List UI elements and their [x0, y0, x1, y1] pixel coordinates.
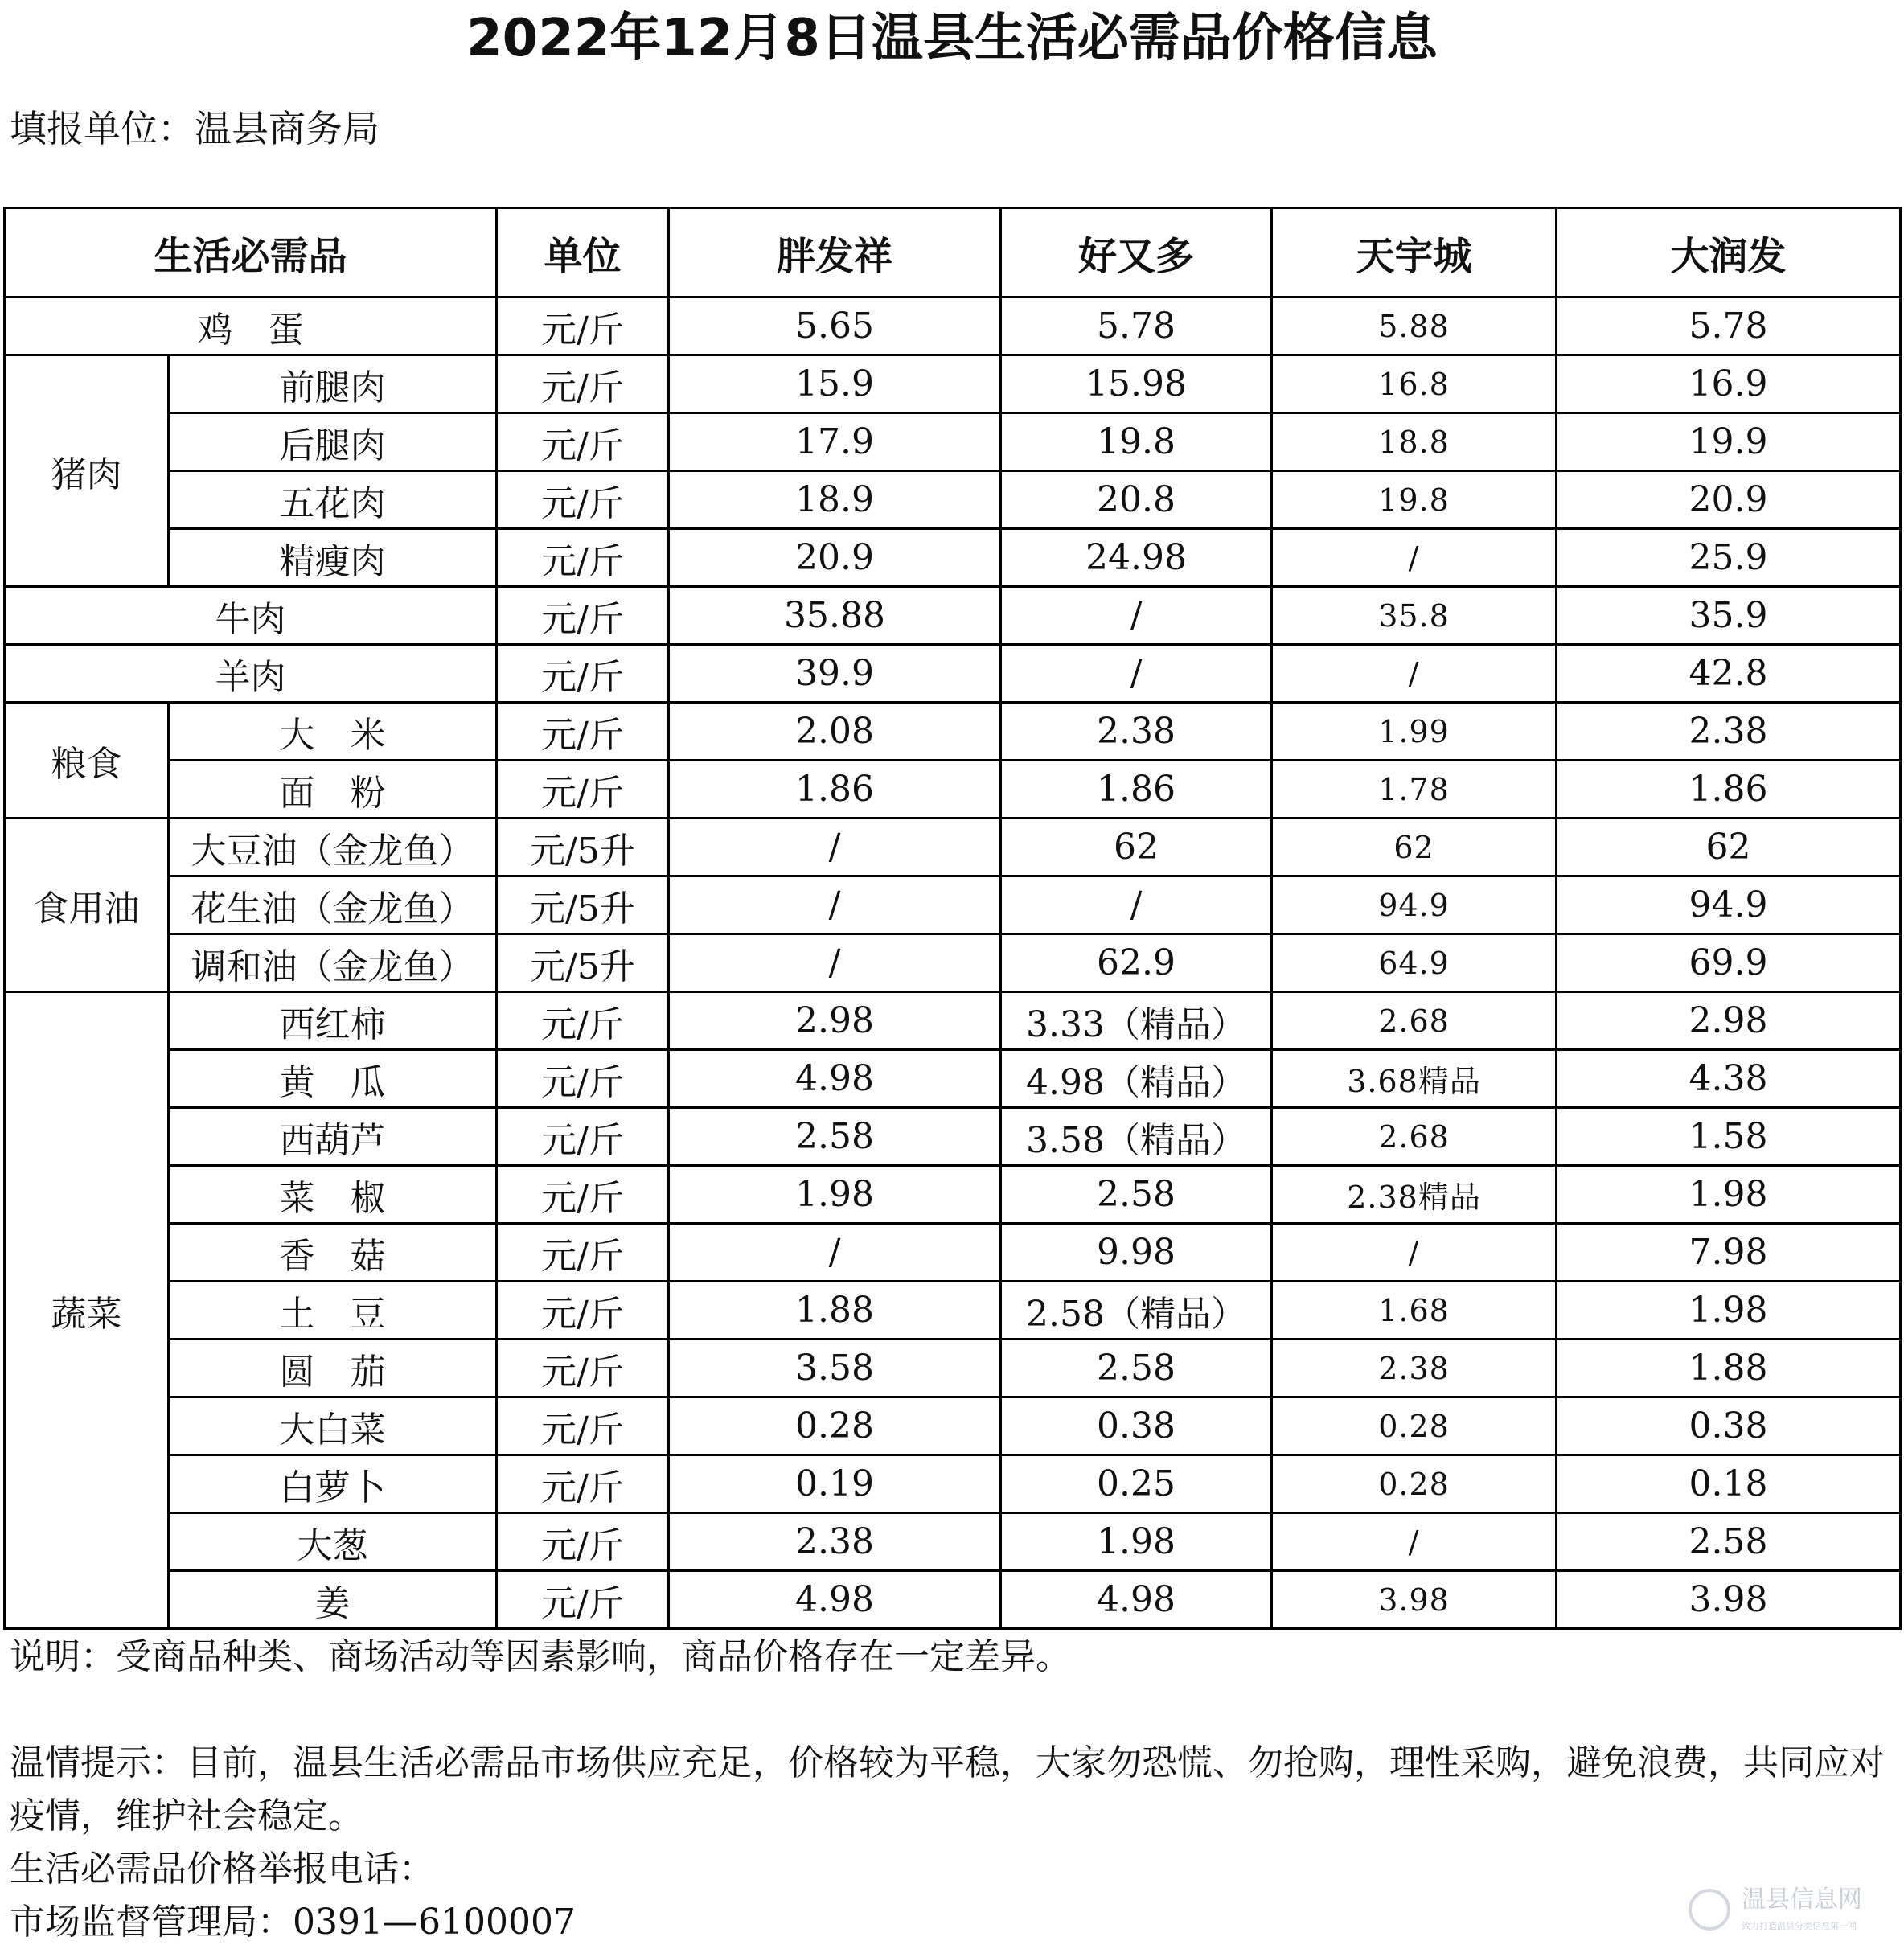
price-cell: 5.78 — [1001, 297, 1272, 355]
header-store-tianyucheng: 天宇城 — [1272, 208, 1557, 297]
price-cell: 2.58（精品） — [1001, 1282, 1272, 1340]
price-cell: / — [1272, 529, 1557, 587]
table-row — [5, 1050, 1901, 1108]
price-cell: 3.58（精品） — [1001, 1108, 1272, 1166]
price-cell: 2.38 — [1557, 703, 1901, 761]
header-store-pangfaxiang: 胖发祥 — [669, 208, 1001, 297]
table-row — [5, 761, 1901, 819]
item-name: 香 菇 — [169, 1224, 497, 1282]
item-unit: 元/斤 — [497, 1166, 669, 1224]
table-row — [5, 1108, 1901, 1166]
header-row — [5, 208, 1901, 297]
price-cell: 0.28 — [669, 1397, 1001, 1455]
item-name: 大白菜 — [169, 1397, 497, 1455]
note-tip: 温情提示：目前，温县生活必需品市场供应充足，价格较为平稳，大家勿恐慌、勿抢购，理性采购，避免浪费，共同应对疫情，维护社会稳定。 — [10, 1742, 1885, 1836]
item-unit: 元/斤 — [497, 1050, 669, 1108]
price-cell: 0.25 — [1001, 1455, 1272, 1513]
price-cell: 1.98 — [1001, 1513, 1272, 1571]
price-cell: 39.9 — [669, 645, 1001, 703]
table-row — [5, 819, 1901, 876]
price-cell: / — [669, 934, 1001, 992]
price-table — [3, 207, 1902, 1630]
category-cell: 蔬菜 — [5, 992, 169, 1629]
table-row — [5, 934, 1901, 992]
page-title: 2022年12月8日温县生活必需品价格信息 — [466, 9, 1438, 68]
price-cell: 35.9 — [1557, 587, 1901, 645]
price-cell: 19.8 — [1272, 471, 1557, 529]
price-cell: 2.58 — [1001, 1166, 1272, 1224]
price-cell: 20.8 — [1001, 471, 1272, 529]
header-item: 生活必需品 — [5, 208, 497, 297]
price-cell: 0.38 — [1557, 1397, 1901, 1455]
price-cell: 2.38精品 — [1272, 1166, 1557, 1224]
price-cell: 35.88 — [669, 587, 1001, 645]
table-row — [5, 471, 1901, 529]
item-unit: 元/斤 — [497, 1224, 669, 1282]
item-name: 羊肉 — [5, 645, 497, 703]
price-cell: 2.58 — [669, 1108, 1001, 1166]
price-cell: 1.78 — [1272, 761, 1557, 819]
item-name: 大葱 — [169, 1513, 497, 1571]
price-cell: 35.8 — [1272, 587, 1557, 645]
price-cell: 20.9 — [669, 529, 1001, 587]
price-cell: 15.98 — [1001, 355, 1272, 413]
watermark-name: 温县信息网 — [1742, 1885, 1862, 1914]
table-row — [5, 355, 1901, 413]
header-unit: 单位 — [497, 208, 669, 297]
price-cell: / — [1001, 645, 1272, 703]
item-name: 面 粉 — [169, 761, 497, 819]
price-cell: 4.98（精品） — [1001, 1050, 1272, 1108]
price-cell: 1.98 — [1557, 1166, 1901, 1224]
price-cell: 16.9 — [1557, 355, 1901, 413]
price-cell: 2.98 — [1557, 992, 1901, 1050]
price-cell: 9.98 — [1001, 1224, 1272, 1282]
watermark-slogan: 致力打造温县分类信息第一网 — [1742, 1921, 1857, 1931]
price-cell: 18.9 — [669, 471, 1001, 529]
price-cell: 94.9 — [1557, 876, 1901, 934]
item-unit: 元/斤 — [497, 1455, 669, 1513]
item-unit: 元/斤 — [497, 355, 669, 413]
item-name: 姜 — [169, 1571, 497, 1629]
table-row — [5, 1571, 1901, 1629]
price-cell: 1.68 — [1272, 1282, 1557, 1340]
table-row — [5, 1513, 1901, 1571]
price-cell: 2.58 — [1001, 1340, 1272, 1397]
table-row — [5, 1455, 1901, 1513]
note-phone: 市场监督管理局：0391—6100007 — [10, 1902, 576, 1943]
note-phone-label: 生活必需品价格举报电话： — [10, 1848, 434, 1890]
item-unit: 元/5升 — [497, 934, 669, 992]
price-cell: 2.68 — [1272, 992, 1557, 1050]
price-cell: 25.9 — [1557, 529, 1901, 587]
price-cell: 42.8 — [1557, 645, 1901, 703]
table-row — [5, 1282, 1901, 1340]
item-name: 白萝卜 — [169, 1455, 497, 1513]
price-cell: 16.8 — [1272, 355, 1557, 413]
price-cell: / — [669, 819, 1001, 876]
item-name: 五花肉 — [169, 471, 497, 529]
price-cell: 2.08 — [669, 703, 1001, 761]
price-cell: 0.38 — [1001, 1397, 1272, 1455]
note-description: 说明：受商品种类、商场活动等因素影响，商品价格存在一定差异。 — [10, 1636, 1071, 1677]
price-cell: 18.8 — [1272, 413, 1557, 471]
table-row — [5, 413, 1901, 471]
price-cell: 62 — [1272, 819, 1557, 876]
price-cell: 0.18 — [1557, 1455, 1901, 1513]
item-unit: 元/斤 — [497, 1340, 669, 1397]
table-row — [5, 703, 1901, 761]
price-cell: 17.9 — [669, 413, 1001, 471]
item-unit: 元/斤 — [497, 1282, 669, 1340]
price-cell: 2.38 — [1272, 1340, 1557, 1397]
item-name: 圆 茄 — [169, 1340, 497, 1397]
item-unit: 元/斤 — [497, 645, 669, 703]
item-unit: 元/斤 — [497, 992, 669, 1050]
price-cell: 1.58 — [1557, 1108, 1901, 1166]
table-row — [5, 992, 1901, 1050]
price-cell: 5.88 — [1272, 297, 1557, 355]
item-unit: 元/斤 — [497, 413, 669, 471]
price-cell: 3.98 — [1272, 1571, 1557, 1629]
header-store-darunfa: 大润发 — [1557, 208, 1901, 297]
item-name: 黄 瓜 — [169, 1050, 497, 1108]
price-cell: 4.98 — [1001, 1571, 1272, 1629]
price-cell: 1.86 — [669, 761, 1001, 819]
item-name: 鸡 蛋 — [5, 297, 497, 355]
price-cell: 3.68精品 — [1272, 1050, 1557, 1108]
table-row — [5, 529, 1901, 587]
item-unit: 元/斤 — [497, 1108, 669, 1166]
item-name: 前腿肉 — [169, 355, 497, 413]
price-cell: 19.8 — [1001, 413, 1272, 471]
price-cell: 4.98 — [669, 1571, 1001, 1629]
price-cell: / — [1001, 587, 1272, 645]
table-row — [5, 587, 1901, 645]
item-unit: 元/斤 — [497, 761, 669, 819]
item-name: 精瘦肉 — [169, 529, 497, 587]
price-cell: 19.9 — [1557, 413, 1901, 471]
item-unit: 元/斤 — [497, 587, 669, 645]
table-row — [5, 876, 1901, 934]
item-unit: 元/斤 — [497, 297, 669, 355]
price-cell: 4.98 — [669, 1050, 1001, 1108]
price-cell: / — [1272, 1513, 1557, 1571]
price-cell: 5.65 — [669, 297, 1001, 355]
item-name: 大 米 — [169, 703, 497, 761]
item-name: 调和油（金龙鱼） — [169, 934, 497, 992]
price-cell: 1.99 — [1272, 703, 1557, 761]
price-cell: 5.78 — [1557, 297, 1901, 355]
category-cell: 猪肉 — [5, 355, 169, 587]
price-cell: 0.28 — [1272, 1455, 1557, 1513]
price-cell: / — [669, 876, 1001, 934]
price-cell: 20.9 — [1557, 471, 1901, 529]
price-cell: 7.98 — [1557, 1224, 1901, 1282]
site-watermark — [1689, 1884, 1890, 1940]
price-cell: 24.98 — [1001, 529, 1272, 587]
header-store-haoyouduo: 好又多 — [1001, 208, 1272, 297]
table-row — [5, 1397, 1901, 1455]
price-cell: 1.88 — [669, 1282, 1001, 1340]
item-unit: 元/5升 — [497, 876, 669, 934]
item-name: 后腿肉 — [169, 413, 497, 471]
item-unit: 元/斤 — [497, 1513, 669, 1571]
price-cell: 15.9 — [669, 355, 1001, 413]
price-cell: 1.86 — [1001, 761, 1272, 819]
price-cell: / — [1272, 1224, 1557, 1282]
price-cell: 62 — [1001, 819, 1272, 876]
item-name: 大豆油（金龙鱼） — [169, 819, 497, 876]
item-unit: 元/斤 — [497, 1397, 669, 1455]
item-name: 西葫芦 — [169, 1108, 497, 1166]
price-cell: 1.86 — [1557, 761, 1901, 819]
item-unit: 元/斤 — [497, 529, 669, 587]
item-name: 土 豆 — [169, 1282, 497, 1340]
price-cell: 1.98 — [1557, 1282, 1901, 1340]
price-cell: / — [1001, 876, 1272, 934]
price-cell: / — [669, 1224, 1001, 1282]
price-cell: 3.58 — [669, 1340, 1001, 1397]
price-cell: 1.98 — [669, 1166, 1001, 1224]
table-row — [5, 297, 1901, 355]
item-unit: 元/斤 — [497, 1571, 669, 1629]
table-row — [5, 1166, 1901, 1224]
category-cell: 食用油 — [5, 819, 169, 992]
item-unit: 元/5升 — [497, 819, 669, 876]
reporting-unit: 填报单位：温县商务局 — [10, 107, 380, 150]
price-cell: 2.38 — [1001, 703, 1272, 761]
price-cell: 3.33（精品） — [1001, 992, 1272, 1050]
table-row — [5, 1224, 1901, 1282]
price-cell: 2.68 — [1272, 1108, 1557, 1166]
price-cell: 64.9 — [1272, 934, 1557, 992]
category-cell: 粮食 — [5, 703, 169, 819]
price-cell: 0.28 — [1272, 1397, 1557, 1455]
site-logo-icon — [1689, 1889, 1730, 1931]
price-cell: 62 — [1557, 819, 1901, 876]
item-unit: 元/斤 — [497, 703, 669, 761]
item-unit: 元/斤 — [497, 471, 669, 529]
item-name: 菜 椒 — [169, 1166, 497, 1224]
table-row — [5, 1340, 1901, 1397]
item-name: 花生油（金龙鱼） — [169, 876, 497, 934]
price-cell: 69.9 — [1557, 934, 1901, 992]
price-cell: 2.98 — [669, 992, 1001, 1050]
price-cell: / — [1272, 645, 1557, 703]
item-name: 西红柿 — [169, 992, 497, 1050]
price-cell: 62.9 — [1001, 934, 1272, 992]
table-row — [5, 645, 1901, 703]
price-cell: 94.9 — [1272, 876, 1557, 934]
price-cell: 2.58 — [1557, 1513, 1901, 1571]
item-name: 牛肉 — [5, 587, 497, 645]
price-cell: 0.19 — [669, 1455, 1001, 1513]
price-cell: 2.38 — [669, 1513, 1001, 1571]
price-cell: 1.88 — [1557, 1340, 1901, 1397]
price-cell: 4.38 — [1557, 1050, 1901, 1108]
price-cell: 3.98 — [1557, 1571, 1901, 1629]
